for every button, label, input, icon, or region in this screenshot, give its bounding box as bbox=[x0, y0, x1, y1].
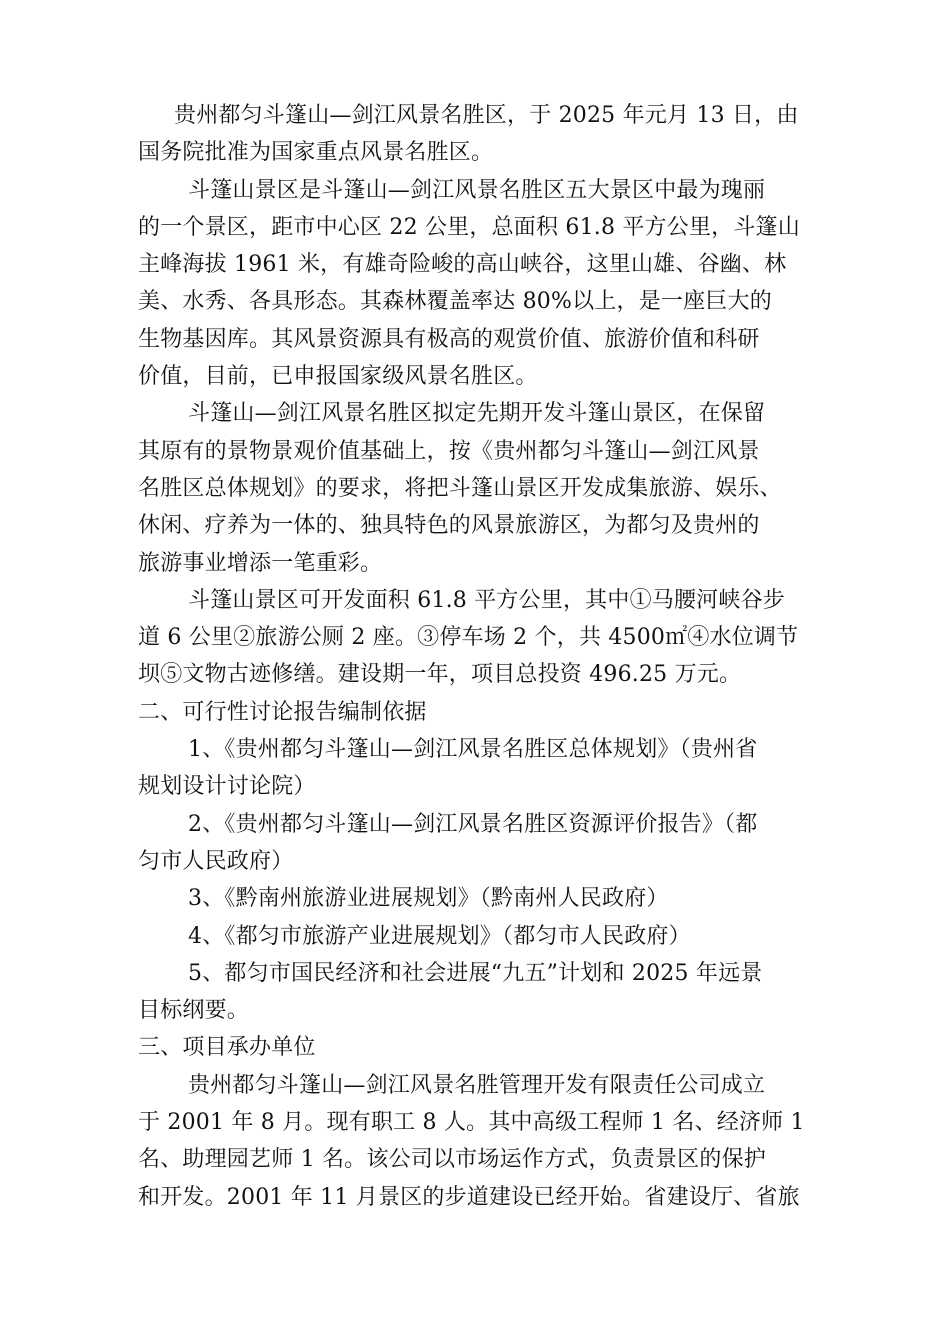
text-line: 2、《贵州都匀斗篷山—剑江风景名胜区资源评价报告》（都 bbox=[188, 811, 758, 837]
text-line: 名胜区总体规划》的要求，将把斗篷山景区开发成集旅游、娱乐、 bbox=[138, 475, 782, 501]
text-line: 价值，目前，已申报国家级风景名胜区。 bbox=[138, 364, 538, 390]
text-line: 主峰海拔 1961 米，有雄奇险峻的高山峡谷，这里山雄、谷幽、林 bbox=[138, 252, 787, 278]
document-body bbox=[138, 97, 838, 1216]
text-line: 5、都匀市国民经济和社会进展“九五”计划和 2025 年远景 bbox=[188, 960, 763, 986]
text-line: 斗篷山景区可开发面积 61.8 平方公里，其中①马腰河峡谷步 bbox=[188, 587, 785, 613]
text-line: 匀市人民政府） bbox=[138, 848, 294, 874]
text-line: 其原有的景物景观价值基础上，按《贵州都匀斗篷山—剑江风景 bbox=[138, 438, 760, 464]
section-heading: 三、项目承办单位 bbox=[138, 1035, 316, 1061]
text-line: 3、《黔南州旅游业进展规划》（黔南州人民政府） bbox=[188, 886, 669, 912]
text-line: 国务院批准为国家重点风景名胜区。 bbox=[138, 140, 494, 166]
text-line: 规划设计讨论院） bbox=[138, 774, 316, 800]
text-line: 目标纲要。 bbox=[138, 998, 250, 1024]
text-line: 坝⑤文物古迹修缮。建设期一年，项目总投资 496.25 万元。 bbox=[138, 662, 742, 688]
text-line: 和开发。2001 年 11 月景区的步道建设已经开始。省建设厅、省旅 bbox=[138, 1184, 800, 1210]
text-line: 斗篷山景区是斗篷山—剑江风景名胜区五大景区中最为瑰丽 bbox=[188, 177, 766, 203]
text-line: 生物基因库。其风景资源具有极高的观赏价值、旅游价值和科研 bbox=[138, 326, 760, 352]
text-line: 斗篷山—剑江风景名胜区拟定先期开发斗篷山景区，在保留 bbox=[188, 401, 766, 427]
text-line: 休闲、疗养为一体的、独具特色的风景旅游区，为都匀及贵州的 bbox=[138, 513, 760, 539]
text-line: 于 2001 年 8 月。现有职工 8 人。其中高级工程师 1 名、经济师 1 bbox=[138, 1110, 805, 1136]
text-line: 美、水秀、各具形态。其森林覆盖率达 80%以上，是一座巨大的 bbox=[138, 289, 772, 315]
text-line: 贵州都匀斗篷山—剑江风景名胜区，于 2025 年元月 13 日，由 bbox=[174, 103, 799, 128]
text-line: 道 6 公里②旅游公厕 2 座。③停车场 2 个，共 4500㎡④水位调节 bbox=[138, 625, 799, 651]
text-line: 旅游事业增添一笔重彩。 bbox=[138, 550, 383, 576]
section-heading: 二、可行性讨论报告编制依据 bbox=[138, 699, 427, 725]
text-line: 4、《都匀市旅游产业进展规划》（都匀市人民政府） bbox=[188, 923, 691, 949]
text-line: 1、《贵州都匀斗篷山—剑江风景名胜区总体规划》（贵州省 bbox=[188, 737, 758, 763]
text-line: 贵州都匀斗篷山—剑江风景名胜管理开发有限责任公司成立 bbox=[188, 1072, 766, 1098]
text-line: 名、助理园艺师 1 名。该公司以市场运作方式，负责景区的保护 bbox=[138, 1147, 766, 1173]
text-line: 的一个景区，距市中心区 22 公里，总面积 61.8 平方公里，斗篷山 bbox=[138, 214, 800, 240]
